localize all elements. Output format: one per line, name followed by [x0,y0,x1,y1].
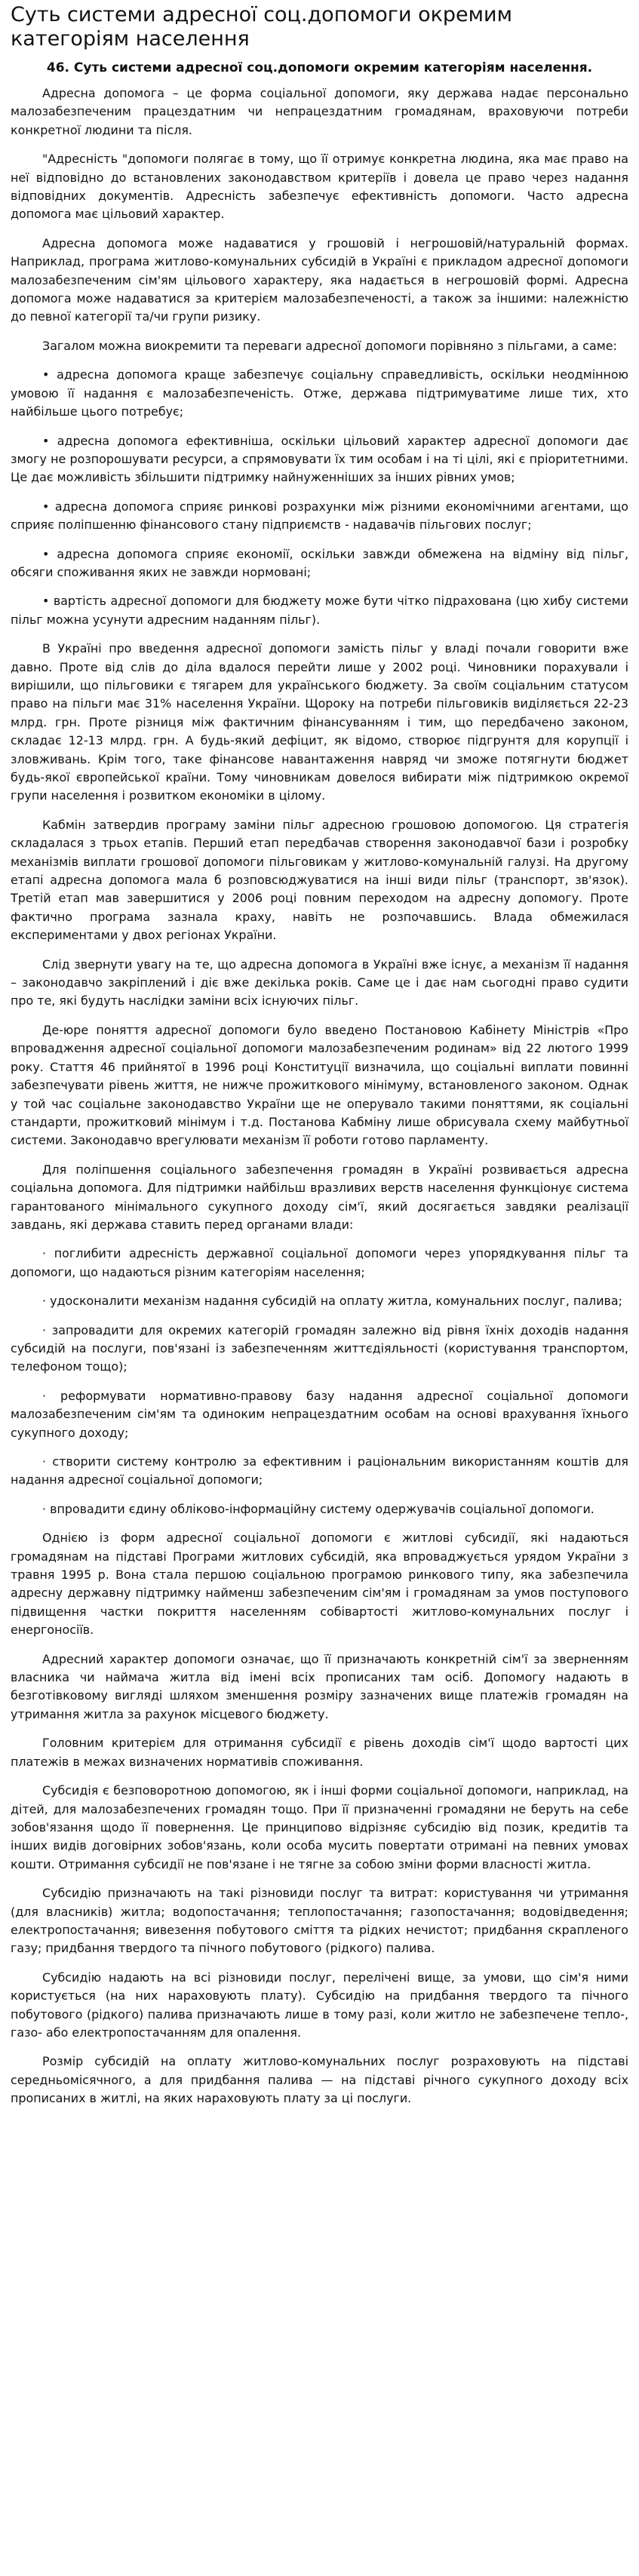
paragraph: "Адресність "допомоги полягає в тому, що її отримує конкретна людина, яка має право на неї відповідно до встановлених законодавством критеріїв і довела це право через надання відповідних документів. Адресність забезпечує ефективність допомоги. Часто адресна допомога має цільовий характер. [11,152,628,222]
paragraph: Головним критерієм для отримання субсидії є рівень доходів сім'ї щодо вартості цих платежів в межах визначених нормативів споживання. [11,1736,628,1769]
paragraph: Субсидія є безповоротною допомогою, як і інші форми соціальної допомоги, наприклад, на дітей, для малозабезпечених громадян тощо. При її призначенні громадяни не беруть на себе зобов'язання щодо її повернення. Це принципово відрізняє субсидію від позик, кредитів та інших видів договірних зобов'язань, коли особа мусить повертати отримані на певних умовах кошти. Отримання субсидії не пов'язане і не тягне за собою зміни форми власності житла. [11,1783,628,1871]
paragraph: Адресна допомога може надаватися у грошовій і негрошовій/натуральній формах. Наприклад, програма житлово-комунальних субсидій в Україні є прикладом адресної допомоги малозабезпеченим сім'ям цільового характеру, яка надається в негрошовій формі. Адресна допомога може надаватися за критерієм малозабезпеченості, а також за іншими: належністю до певної категорії та/чи групи ризику. [11,235,628,324]
paragraph: • адресна допомога сприяє економії, оскільки завжди обмежена на відміну від пільг, обсяги споживання яких не завжди нормовані; [11,546,628,579]
page-title: Суть системи адресної соц.допомоги окремим категоріям населення [11,3,512,51]
paragraph: Загалом можна виокремити та переваги адресної допомоги порівняно з пільгами, а саме: [42,338,617,353]
paragraph: · реформувати нормативно-правову базу надання адресної соціальної допомоги малозабезпеченим сім'ям та одиноким непрацездатним особам на основі врахування їхнього сукупного доходу; [11,1388,628,1440]
paragraph: • вартість адресної допомоги для бюджету може бути чітко підрахована (цю хибу системи пільг можна усунути адресним наданням пільг). [11,594,628,627]
paragraph: • адресна допомога ефективніша, оскільки цільовий характер адресної допомоги дає змогу не розпорошувати ресурси, а спрямовувати їх тим особам і на ті цілі, які є пріоритетними. Це дає можливість збільшити підтримку найнуженніших за інших рівних умов; [11,433,628,485]
paragraph: • адресна допомога сприяє ринкові розрахунки між різними економічними агентами, що сприяє поліпшенню фінансового стану підприємств - надавачів пільгових послуг; [11,499,628,533]
paragraph: Розмір субсидій на оплату житлово-комунальних послуг розраховують на підставі середньомісячного, а для придбання палива — на підставі річного сукупного доходу всіх прописаних в житлі, на яких нараховують плату за ці послуги. [11,2054,628,2106]
paragraph: Слід звернути увагу на те, що адресна допомога в Україні вже існує, а механізм її надання – законодавчо закріплений і діє вже декілька років. Саме це і дає нам сьогодні право судити про те, які будуть наслідки заміни всіх існуючих пільг. [11,956,628,1009]
paragraph: Де-юре поняття адресної допомоги було введено Постановою Кабінету Міністрів «Про впровадження адресної соціальної допомоги малозабезпеченим родинам» від 22 лютого 1999 року. Стаття 46 прийнятої в 1996 році Конституції визначила, що соціальні виплати повинні забезпечувати рівень життя, не нижче прожиткового мінімуму, встановленого законом. Однак у той час соціальне законодавство України ще не оперувало такими поняттями, як соціальні стандарти, прожитковий мінімум і т.д. Постанова Кабміну лише обрисувала схему майбутньої системи. Законодавчо врегулювати механізм її роботи готово парламенту. [11,1022,628,1148]
paragraph: Адресний характер допомоги означає, що її призначають конкретній сім'ї за зверненням власника чи наймача житла від імені всіх прописаних там осіб. Допомогу надають в безготівковому вигляді шляхом зменшення розміру зазначених вище платежів громадян на утримання житла за рахунок місцевого бюджету. [11,1651,628,1721]
paragraph: Однією із форм адресної соціальної допомоги є житлові субсидії, які надаються громадянам на підставі Програми житлових субсидій, яка впроваджується урядом України з травня 1995 р. Вона стала першою соціальною програмою ринкового типу, яка забезпечила адресну державну підтримку найменш забезпеченим сім'ям і громадянам за умов поступового підвищення частки покриття населенням собівартості житлово-комунальних послуг і енергоносіїв. [11,1531,628,1638]
paragraph: Субсидію надають на всі різновиди послуг, перелічені вище, за умови, що сім'я ними користується (на них нараховують плату). Субсидію на придбання твердого та пічного побутового (рідкого) палива призначають лише в тому разі, коли житло не забезпечене тепло-, газо- або електропостачанням для опалення. [11,1970,628,2040]
paragraph: · створити систему контролю за ефективним і раціональним використанням коштів для надання адресної соціальної допомоги; [11,1454,628,1488]
section-heading: 46. Суть системи адресної соц.допомоги окремим категоріям населення. [46,60,593,75]
paragraph: Кабмін затвердив програму заміни пільг адресною грошовою допомогою. Ця стратегія складалася з трьох етапів. Перший етап передбачав створення законодавчої бази і розробку механізмів виплати грошової допомоги пільговикам у житлово-комунальній галузі. На другому етапі адресна допомога мала б розповсюджуватися на інші види пільг (транспорт, зв'язок). Третій етап мав завершитися у 2006 році повним переходом на адресну допомогу. Проте фактично програма зазнала краху, навіть не розпочавшись. Влада обмежилася експериментами у двох регіонах України. [11,817,628,943]
paragraph: · впровадити єдину обліково-інформаційну систему одержувачів соціальної допомоги. [42,1501,594,1516]
paragraph: В Україні про введення адресної допомоги замість пільг у владі почали говорити вже давно. Проте від слів до діла вдалося перейти лише у 2002 році. Чиновники порахували і вирішили, що пільговики є тягарем для українського бюджету. За своїм соціальним статусом право на пільги має 31% населення України. Щороку на потреби пільговиків виділяється 22-23 млрд. грн. Проте різниця між фактичним фінансуванням і тим, що передбачено законом, складає 12-13 млрд. грн. А будь-який дефіцит, як відомо, створює підгрунтя для корупції і зловживань. Крім того, таке фінансове навантаження навряд чи зможе потягнути бюджет будь-якої європейської країни. Тому чиновникам довелося вибирати між підтримкою окремої групи населення і розвитком економіки в цілому. [11,641,628,803]
paragraph: Адресна допомога – це форма соціальної допомоги, яку держава надає персонально малозабезпеченим працездатним чи непрацездатним громадянам, враховуючи потреби конкретної людини та після. [11,86,628,137]
paragraph: Субсидію призначають на такі різновиди послуг та витрат: користування чи утримання (для власників) житла; водопостачання; теплопостачання; газопостачання; водовідведення; електропостачання; вивезення побутового сміття та рідких нечистот; придбання скрапленого газу; придбання твердого та пічного побутового (рідкого) палива. [11,1886,628,1956]
document-page [0,3,639,2108]
paragraph: · поглибити адресність державної соціальної допомоги через упорядкування пільг та допомоги, що надаються різним категоріям населення; [11,1246,628,1279]
paragraph: Для поліпшення соціального забезпечення громадян в Україні розвивається адресна соціальна допомога. Для підтримки найбільш вразливих верств населення функціонує система гарантованого мінімального сукупного доходу сім'ї, який досягається завдяки реалізації завдань, які держава ставить перед органами влади: [11,1162,628,1232]
paragraph: • адресна допомога краще забезпечує соціальну справедливість, оскільки неодмінною умовою її надання є малозабезпеченість. Отже, держава підтримуватиме лише тих, хто найбільше цього потребує; [11,367,628,419]
paragraph: · запровадити для окремих категорій громадян залежно від рівня їхніх доходів надання субсидій на послуги, пов'язані із забезпеченням життєдіяльності (користування транспортом, телефоном тощо); [11,1322,628,1374]
document-body [11,84,628,2108]
paragraph: · удосконалити механізм надання субсидій на оплату житла, комунальних послуг, палива; [42,1294,622,1309]
